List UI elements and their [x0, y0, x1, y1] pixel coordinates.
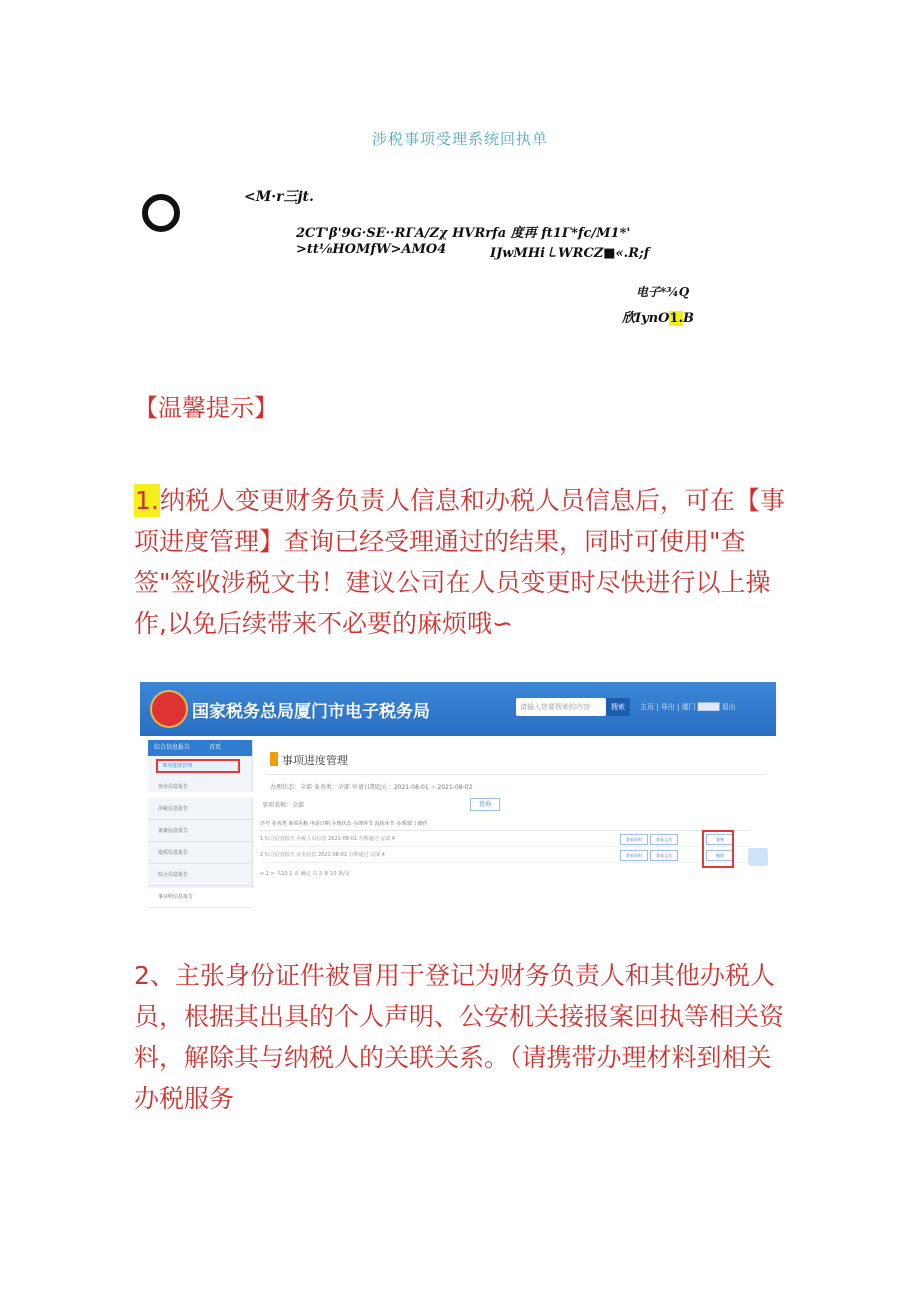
sidebar-item[interactable]: 事证明信息报告: [148, 886, 252, 908]
filter-row[interactable]: 办理状态：全部 业务类：全部 申请日期起止：2021-08-01 ~ 2021-08-02: [270, 784, 473, 791]
sidebar-item[interactable]: 备案信息报告: [148, 820, 252, 842]
search-input[interactable]: 请输入您要搜索的内容: [516, 698, 606, 716]
image-gap: [140, 792, 776, 798]
receipt-line-1: <M·r三jt.: [244, 189, 314, 205]
sidebar-item[interactable]: 综合信息报告: [148, 864, 252, 886]
sidebar-header-label: 综合信息报告: [154, 744, 191, 751]
query-button[interactable]: 查询: [470, 798, 500, 811]
receipt-line-5: [622, 307, 694, 326]
sidebar-header[interactable]: [148, 740, 252, 756]
menu-icon: [270, 752, 278, 766]
receipt-line-3a: >tt⅛HOMfW>AMO4: [296, 242, 447, 257]
receipt-line-5-prefix: 欣IynO: [622, 311, 670, 326]
view-document-button[interactable]: 查看文书: [650, 850, 678, 861]
circle-mark-icon: [142, 194, 180, 232]
sidebar-item[interactable]: 涉税信息报告: [148, 798, 252, 820]
table-row-text: 2 综合信息报告 实名信息 2021-08-01 办理通过 完成 4: [260, 852, 385, 858]
page-heading: 事项进度管理: [282, 754, 348, 767]
search-button[interactable]: 搜索: [606, 698, 630, 716]
table-row-text: 1 综合信息报告 办税人员信息 2021-08-01 办理通过 完成 4: [260, 836, 395, 842]
view-material-button[interactable]: 查看资料: [620, 850, 648, 861]
float-helper-icon[interactable]: [748, 848, 768, 866]
site-title: 国家税务总局厦门市电子税务局: [192, 702, 430, 722]
receipt-line-2: 2CT'β'9G·SE··RΓA/Zχ HVRrfa 度再 ft1Γ*fc/M1*': [296, 226, 631, 241]
tax-emblem-icon: [150, 690, 188, 728]
receipt-line-5-suffix: B: [683, 311, 694, 326]
receipt-line-4: 电子*¾Q: [636, 285, 690, 299]
table-header: 序号 业务类 事项名称 申请日期 办理状态 办理环节 流转环节 办理部门 操作: [260, 818, 750, 831]
sidebar-item[interactable]: 身份信息报告: [148, 776, 252, 798]
receipt-title: 涉税事项受理系统回执单: [371, 130, 548, 148]
sidebar-item-progress[interactable]: 事项进度管理: [156, 759, 240, 773]
highlight-box: [702, 830, 734, 868]
view-document-button[interactable]: 查看文书: [650, 834, 678, 845]
sidebar: [148, 740, 253, 900]
view-material-button[interactable]: 查看资料: [620, 834, 648, 845]
filter-name[interactable]: 事项名称：全部: [262, 802, 305, 809]
pagination[interactable]: < 1 > 共10 1 页 确定 共 2 条 10 条/页: [260, 871, 350, 877]
sidebar-home-link[interactable]: 首页: [209, 744, 222, 751]
tip-item-1-number: 1.: [135, 486, 159, 515]
tip-item-1-text: 纳税人变更财务负责人信息和办税人员信息后，可在【事项进度管理】查询已经受理通过的结果，同时可使用"查签"签收涉税文书！建议公司在人员变更时尽快进行以上操作,以免后续带来不必要的麻烦哦∽: [134, 486, 785, 638]
embedded-screenshot: [140, 682, 776, 900]
receipt-line-3b: IJwMHi㇄WRCZ■«.R;f: [490, 246, 650, 261]
tips-heading: 【温馨提示】: [134, 394, 278, 422]
sidebar-item[interactable]: 资质信息报告: [148, 842, 252, 864]
receipt-line-5-highlight: 1.: [669, 311, 683, 326]
revoke-button[interactable]: 撤销: [706, 850, 734, 861]
user-area[interactable]: 主页 | 导出 | 厦门 ████ 退出: [640, 703, 736, 711]
divider: [266, 774, 766, 775]
tip-item-2: 2、主张身份证件被冒用于登记为财务负责人和其他办税人员，根据其出具的个人声明、公安机关接报案回执等相关资料，解除其与纳税人的关联关系。（请携带办理材料到相关办税服务: [134, 961, 785, 1113]
sign-check-button[interactable]: 查签: [706, 834, 734, 845]
tip-item-1: [134, 480, 794, 644]
